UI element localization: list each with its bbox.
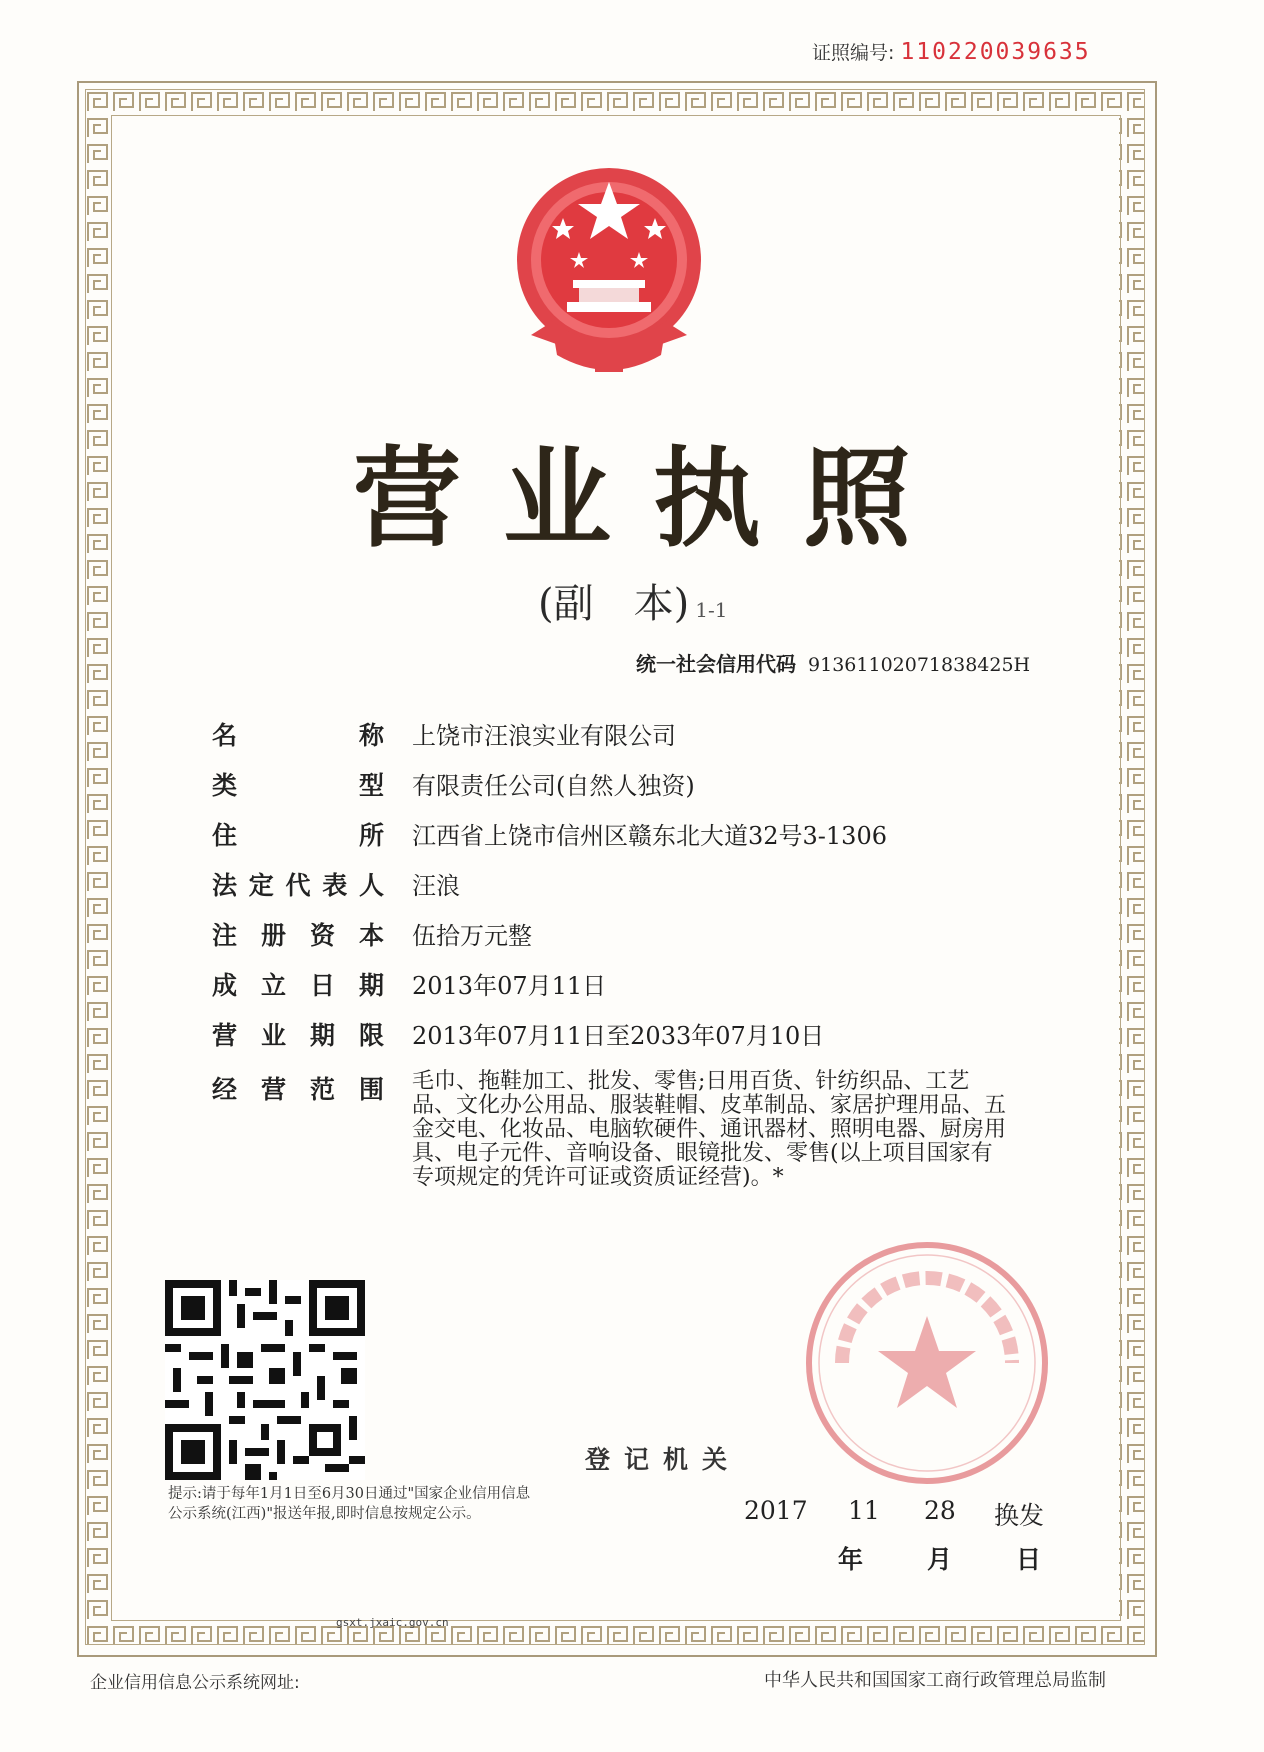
- field-value: 有限责任公司(自然人独资): [412, 772, 695, 800]
- field-business-term: [212, 1016, 824, 1052]
- field-business-scope: [212, 1070, 1012, 1190]
- footer-supervisor: 中华人民共和国国家工商行政管理总局监制: [764, 1670, 1106, 1691]
- field-legal-representative: [212, 866, 460, 902]
- system-url: gsxt.jxaic.gov.cn: [336, 1616, 449, 1629]
- certificate-number: [812, 38, 1142, 65]
- qr-code: [165, 1280, 365, 1480]
- field-value: 毛巾、拖鞋加工、批发、零售;日用百货、针纺织品、工艺品、文化办公用品、服装鞋帽、皮革制品、家居护理用品、五金交电、化妆品、电脑软硬件、通讯器材、照明电器、厨房用具、电子元件、音响设备、眼镜批发、零售(以上项目国家有专项规定的凭许可证或资质证经营)。*: [412, 1069, 1007, 1190]
- field-label: 名 称: [212, 721, 384, 750]
- certificate-number-value: 110220039635: [900, 39, 1091, 65]
- field-label: 成立日期: [212, 971, 384, 1000]
- issue-action: 换发: [994, 1501, 1045, 1530]
- issue-month: 11: [848, 1496, 880, 1525]
- field-label: 经营范围: [212, 1075, 384, 1104]
- field-value: 伍拾万元整: [412, 922, 532, 950]
- field-name: [212, 716, 676, 752]
- date-unit-year: 年: [838, 1545, 864, 1574]
- page-title: 营业执照: [352, 436, 953, 562]
- official-seal-icon: [802, 1238, 1052, 1488]
- copy-subtitle: [538, 572, 727, 629]
- field-registered-capital: [212, 916, 532, 952]
- field-value: 上饶市汪浪实业有限公司: [412, 722, 676, 750]
- footer-system-url-label: 企业信用信息公示系统网址:: [90, 1673, 300, 1693]
- registration-authority-label: 登记机关: [585, 1445, 742, 1474]
- copy-label: (副 本): [538, 581, 690, 627]
- issue-year: 2017: [744, 1496, 808, 1525]
- field-value: 2013年07月11日: [412, 972, 607, 1000]
- field-label: 住 所: [212, 821, 384, 850]
- date-unit-day: 日: [1016, 1545, 1042, 1574]
- credit-code-value: 91361102071838425H: [808, 654, 1031, 676]
- field-address: [212, 816, 887, 852]
- field-type: [212, 766, 695, 802]
- field-label: 注册资本: [212, 921, 384, 950]
- credit-code-label: 统一社会信用代码: [636, 652, 796, 676]
- field-label: 营业期限: [212, 1021, 384, 1050]
- certificate-number-label: 证照编号:: [812, 42, 895, 64]
- credit-code: [636, 648, 1030, 677]
- field-value: 2013年07月11日至2033年07月10日: [412, 1022, 825, 1050]
- field-label: 类 型: [212, 771, 384, 800]
- issue-day: 28: [924, 1496, 956, 1525]
- field-label: 法定代表人: [212, 871, 384, 900]
- national-emblem-icon: [511, 160, 707, 388]
- field-value: 江西省上饶市信州区赣东北大道32号3-1306: [412, 822, 887, 850]
- date-unit-month: 月: [927, 1545, 953, 1574]
- field-value: 汪浪: [412, 872, 460, 900]
- copy-number: 1-1: [695, 598, 728, 622]
- annual-report-tip: 提示:请于每年1月1日至6月30日通过"国家企业信用信息公示系统(江西)"报送年报,即时信息按规定公示。: [168, 1486, 531, 1522]
- field-established-date: [212, 966, 606, 1002]
